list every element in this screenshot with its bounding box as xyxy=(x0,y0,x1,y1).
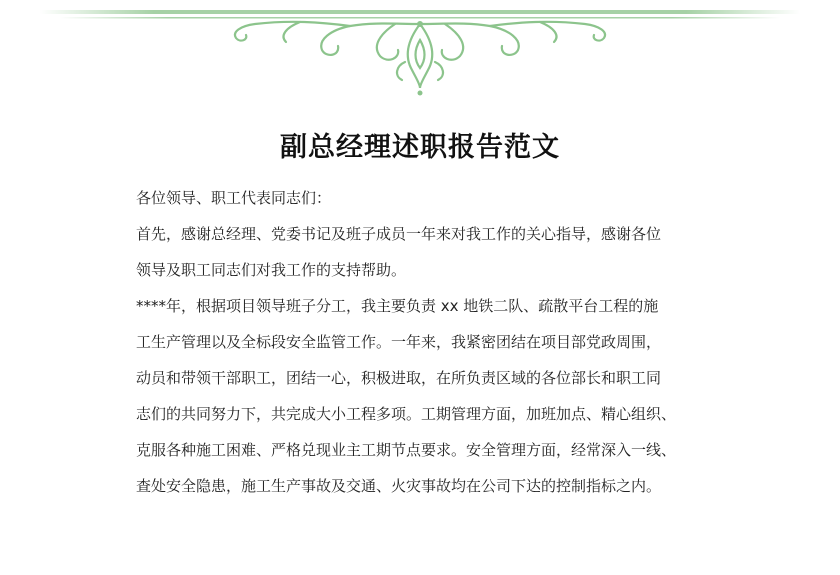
paragraph-line: 查处安全隐患，施工生产事故及交通、火灾事故均在公司下达的控制指标之内。 xyxy=(136,477,662,495)
paragraph-line: 克服各种施工困难、严格兑现业主工期节点要求。安全管理方面，经常深入一线、 xyxy=(136,441,677,459)
paragraph-line: 领导及职工同志们对我工作的支持帮助。 xyxy=(136,261,407,279)
paragraph-line: 工生产管理以及全标段安全监管工作。一年来，我紧密团结在项目部党政周围， xyxy=(136,333,662,351)
paragraph-line: 首先，感谢总经理、党委书记及班子成员一年来对我工作的关心指导，感谢各位 xyxy=(136,225,662,243)
document-title: 副总经理述职报告范文 xyxy=(280,132,560,164)
paragraph-line: ****年，根据项目领导班子分工，我主要负责 xx 地铁二队、疏散平台工程的施 xyxy=(136,297,659,315)
document-body xyxy=(136,180,716,504)
decorative-scroll-ornament-icon xyxy=(0,0,840,100)
paragraph-line: 各位领导、职工代表同志们： xyxy=(136,189,332,207)
paragraph-line: 志们的共同努力下，共完成大小工程多项。工期管理方面，加班加点、精心组织、 xyxy=(136,405,677,423)
paragraph-line: 动员和带领干部职工，团结一心，积极进取，在所负责区域的各位部长和职工同 xyxy=(136,369,662,387)
